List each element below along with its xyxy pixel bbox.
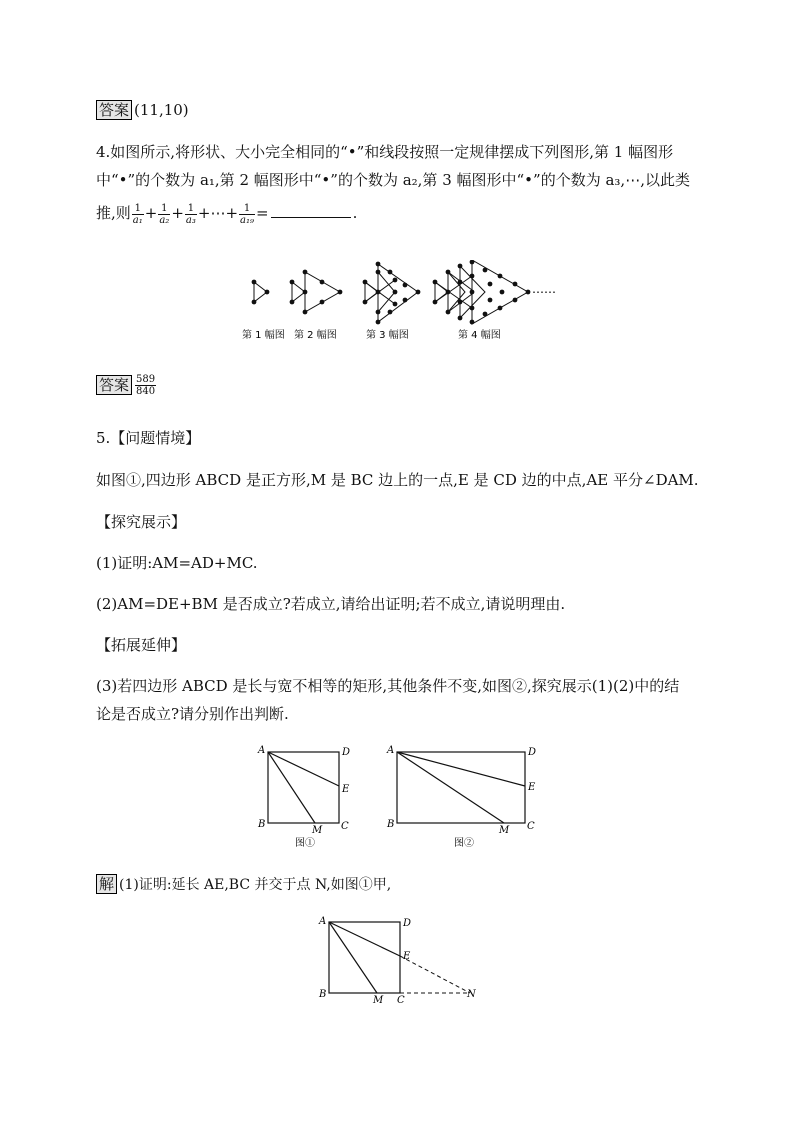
fig2-caption: 图② bbox=[454, 838, 474, 849]
label-n: N bbox=[467, 989, 476, 1000]
label-m: M bbox=[373, 995, 384, 1006]
caption-2: 第 2 幅图 bbox=[294, 330, 337, 341]
fraction-1: $\frac{1}{\text{a₁}}$ bbox=[132, 202, 143, 226]
q4-line3-prefix: 推,则 bbox=[96, 204, 131, 222]
label-c: C bbox=[527, 821, 535, 832]
figure-1 bbox=[255, 740, 355, 852]
answer-value: (11,10) bbox=[134, 101, 189, 119]
label-b: B bbox=[319, 989, 327, 1000]
pattern-2-dots bbox=[290, 270, 343, 315]
label-d: D bbox=[342, 747, 351, 758]
fraction-2: $\frac{1}{\text{a₂}}$ bbox=[159, 202, 170, 226]
q5-part3-line2: 论是否成立?请分别作出判断. bbox=[96, 705, 289, 723]
label-a: A bbox=[258, 745, 266, 756]
figure-2 bbox=[380, 740, 540, 852]
plus-sign: + bbox=[144, 204, 158, 222]
solution-tag: 解 bbox=[96, 874, 117, 894]
answer-blank bbox=[271, 203, 351, 218]
q5-part1: (1)证明:AM=AD+MC. bbox=[96, 554, 258, 572]
equals-sign: = bbox=[256, 204, 269, 222]
answer-tag: 答案 bbox=[96, 100, 132, 120]
figure-1-extended bbox=[315, 910, 485, 1010]
q5-stem: 如图①,四边形 ABCD 是正方形,M 是 BC 边上的一点,E 是 CD 边的中点,AE 平分∠DAM. bbox=[96, 471, 699, 489]
q4-line3: 推,则 $\frac{1}{\text{a₁}}$ + $\frac{1}{\text{a₂}}$ + $\frac{1}{\text{a₃}}$ +⋯+ $\frac{1}{\text{a₁₉}}$ = . bbox=[96, 202, 358, 226]
more-dots: ⋯⋯ bbox=[532, 285, 556, 299]
explore-title: 【探究展示】 bbox=[96, 513, 187, 531]
dot-pattern-figure bbox=[240, 260, 570, 345]
label-e: E bbox=[528, 782, 536, 793]
answer-row-3 bbox=[96, 100, 189, 120]
solution-text: (1)证明:延长 AE,BC 并交于点 N,如图①甲, bbox=[119, 877, 392, 893]
extend-title: 【拓展延伸】 bbox=[96, 636, 187, 654]
label-e: E bbox=[403, 951, 411, 962]
label-b: B bbox=[258, 819, 266, 830]
extension-lines bbox=[400, 956, 470, 993]
pattern-4-dots bbox=[433, 260, 531, 324]
answer-fraction: $\frac{589}{840}$ bbox=[136, 374, 156, 397]
label-d: D bbox=[403, 918, 412, 929]
label-c: C bbox=[397, 995, 405, 1006]
answer-tag: 答案 bbox=[96, 375, 132, 395]
q4-line1: 4.如图所示,将形状、大小完全相同的“•”和线段按照一定规律摆成下列图形,第 1 幅图形 bbox=[96, 143, 674, 161]
fraction-3: $\frac{1}{\text{a₃}}$ bbox=[185, 202, 196, 226]
solution-row bbox=[96, 874, 391, 895]
pattern-3-dots bbox=[363, 262, 421, 325]
caption-3: 第 3 幅图 bbox=[366, 330, 409, 341]
caption-4: 第 4 幅图 bbox=[458, 330, 501, 341]
label-c: C bbox=[341, 821, 349, 832]
q5-part2: (2)AM=DE+BM 是否成立?若成立,请给出证明;若不成立,请说明理由. bbox=[96, 595, 566, 613]
q4-line2: 中“•”的个数为 a₁,第 2 幅图形中“•”的个数为 a₂,第 3 幅图形中“•”的个数为 a₃,⋯,以此类 bbox=[96, 171, 690, 189]
label-m: M bbox=[499, 825, 510, 836]
q5-title: 5.【问题情境】 bbox=[96, 429, 201, 447]
caption-1: 第 1 幅图 bbox=[242, 330, 285, 341]
label-a: A bbox=[319, 916, 327, 927]
pattern-2 bbox=[292, 272, 340, 312]
fig1-caption: 图① bbox=[295, 838, 315, 849]
label-b: B bbox=[387, 819, 395, 830]
ellipsis-plus: +⋯+ bbox=[197, 204, 239, 222]
q5-part3-line1: (3)若四边形 ABCD 是长与宽不相等的矩形,其他条件不变,如图②,探究展示(1)(2)中的结 bbox=[96, 677, 680, 695]
plus-sign: + bbox=[171, 204, 184, 222]
answer-row-4 bbox=[96, 374, 157, 397]
fraction-19: $\frac{1}{\text{a₁₉}}$ bbox=[240, 202, 255, 226]
label-e: E bbox=[342, 784, 350, 795]
label-a: A bbox=[387, 745, 395, 756]
label-m: M bbox=[312, 825, 323, 836]
label-d: D bbox=[528, 747, 537, 758]
